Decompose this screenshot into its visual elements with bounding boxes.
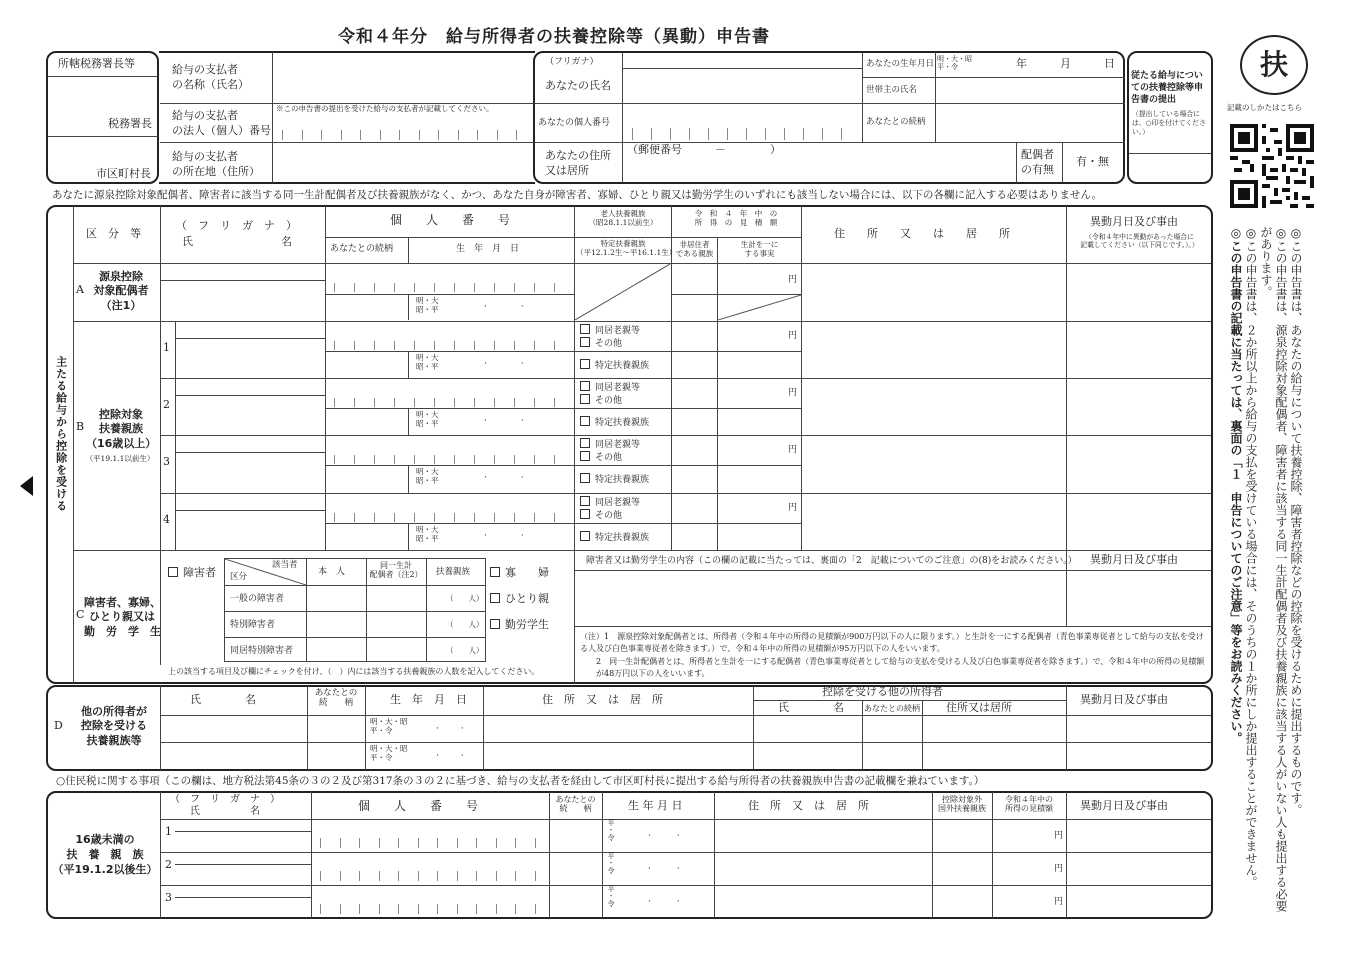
b-row-opt-cohabit[interactable]: 同居老親等 [580, 324, 640, 336]
resident-heading: ○住民税に関する事項（この欄は、地方税法第45条の３の２及び第317条の３の２に基づき、給与の支払者を経由して市区町村長に提出する給与所得者の扶養親族申告書の記載欄を兼ねています。） [56, 775, 985, 787]
b-row-name-input[interactable] [178, 398, 322, 431]
birth-ymd[interactable]: 年 月 日 [1016, 57, 1115, 70]
r-row-name-input[interactable] [178, 899, 308, 916]
r-row-name-input[interactable] [178, 866, 308, 883]
r-row-era[interactable]: 平 ・ 令 [607, 885, 615, 908]
d-change: 異動月日及び事由 [1080, 693, 1168, 706]
payer-name-input[interactable] [276, 56, 532, 100]
r-row-dots: ·· [648, 831, 706, 841]
b-row-number: 4 [163, 513, 170, 526]
side-note-4: ◎この申告書の記載に当たっては、裏面の「１ 申告についてのご注意」等をお読みください。 [1229, 226, 1243, 744]
b-row-opt-specific[interactable]: 特定扶養親族 [580, 531, 649, 543]
col-livelihood: 生計を一に する事実 [740, 240, 779, 258]
b-row-yen: 円 [788, 331, 798, 341]
b-row-era[interactable]: 明・大 昭・平 [416, 525, 439, 543]
r-row-name-input[interactable] [178, 833, 308, 850]
row-b-letter: B [76, 420, 85, 433]
qr-caption: 記載のしかたはこちら [1227, 103, 1302, 112]
row-b-note: （平19.1.1以前生） [85, 454, 155, 463]
c-change-label: 異動月日及び事由 [1090, 553, 1178, 566]
section-c-bottom-note: 上の該当する項目及び欄にチェックを付け、（ ）内には該当する扶養親族の人数を記入してください。 [168, 667, 540, 676]
r-row-number: 2 [165, 858, 172, 871]
row-a-label: 源泉控除 対象配偶者 （注1） [93, 270, 149, 312]
collapse-arrow-icon[interactable] [20, 476, 33, 496]
your-name-label: あなたの氏名 [545, 79, 611, 92]
furigana-label: （フリガナ） [545, 57, 599, 67]
col-furigana: （ フ リ ガ ナ ） [176, 219, 297, 232]
d-other-payer: 控除を受ける他の所得者 [822, 685, 943, 698]
d-row-1-input[interactable] [162, 717, 305, 740]
col-change-note: （令和４年中に異動があった場合に 記載してください（以下同じです。）。） [1080, 233, 1199, 249]
d-address: 住 所 又 は 居 所 [542, 693, 663, 706]
r-row-era[interactable]: 平 ・ 令 [607, 852, 615, 875]
disabled-check[interactable]: 障害者 [168, 567, 216, 580]
special-disabled: 特別障害者 [230, 620, 276, 630]
r-row-number: 1 [165, 825, 172, 838]
row-c-label: 障害者、寡婦、 ひとり親又は 勤 労 学 生 [84, 596, 161, 638]
row-a-birth-dots[interactable]: ·· [484, 302, 558, 312]
payer-address-label: 給与の支払者 の所在地（住所） [172, 150, 260, 179]
r-change: 異動月日及び事由 [1080, 799, 1168, 812]
persons-1[interactable]: （ 人） [446, 594, 484, 603]
side-note-1: ◎この申告書は、あなたの給与について扶養控除、障害者控除などの控除を受けるために提出するものです。 [1289, 226, 1303, 816]
b-row-name-input[interactable] [178, 455, 322, 489]
main-side-label: 主たる給与から控除を受ける [54, 356, 68, 512]
col-address: 住 所 又 は 居 所 [834, 227, 1010, 240]
tax-office: 税務署長 [108, 117, 152, 130]
r-row-dots: ·· [648, 897, 706, 907]
r-number: 個 人 番 号 [358, 799, 479, 813]
b-row-era[interactable]: 明・大 昭・平 [416, 467, 439, 485]
row-a-slash2 [718, 295, 801, 320]
b-row-name-input[interactable] [178, 513, 322, 546]
d-era-1[interactable]: 明・大・昭 平・令 [370, 717, 408, 735]
col-birth: 生 年 月 日 [456, 244, 520, 254]
notice-text: あなたに源泉控除対象配偶者、障害者に該当する同一生計配偶者及び扶養親族がなく、かつ、あなた自身が障害者、寡婦、ひとり親又は勤労学生のいずれにも該当しない場合には、以下の各欄に記入する必要はありません。 [52, 189, 1102, 201]
b-row-opt-other[interactable]: その他 [580, 394, 622, 406]
main-payer-mark[interactable] [1130, 156, 1210, 181]
side-notes [1228, 226, 1303, 916]
postal-code[interactable]: （郵便番号 － ） [627, 143, 781, 156]
row-a-letter: A [76, 283, 84, 296]
b-row-opt-cohabit[interactable]: 同居老親等 [580, 381, 640, 393]
form-type-badge: 扶 [1240, 35, 1308, 95]
b-row-opt-specific[interactable]: 特定扶養親族 [580, 416, 649, 428]
r-row-dots: ·· [648, 864, 706, 874]
r-birth: 生 年 月 日 [628, 799, 683, 812]
b-row-opt-other[interactable]: その他 [580, 509, 622, 521]
same-spouse-col: 同一生計 配偶者（注2） [369, 561, 423, 580]
r-name: 氏 名 [190, 806, 260, 817]
note-2: 2 同一生計配偶者とは、所得者と生計を一にする配偶者（青色事業専従者として給与の支払を受ける人及び白色事業専従者を除きます。）で、令和４年中の所得の見積額が48万円以下の人をいいます。 [596, 657, 1205, 679]
kubun-label: 区分 [230, 572, 248, 582]
payer-address-input[interactable] [276, 146, 532, 182]
payer-number-label: 給与の支払者 の法人（個人）番号 [172, 109, 271, 138]
payer-number-note: ※この申告書の提出を受けた給与の支払者が記載してください。 [276, 104, 494, 113]
office-label: 所轄税務署長等 [58, 57, 135, 70]
b-row-opt-other[interactable]: その他 [580, 337, 622, 349]
row-a-era[interactable]: 明・大 昭・平 [416, 296, 439, 314]
row-a-name-input[interactable] [162, 283, 322, 318]
b-row-address-input[interactable] [803, 437, 1064, 491]
r-row-era[interactable]: 平 ・ 令 [607, 819, 615, 842]
d-relation: あなたとの 続 柄 [314, 688, 358, 708]
your-name-input[interactable] [626, 70, 860, 100]
side-note-2: ◎この申告書は、源泉控除対象配偶者、障害者に該当する同一生計配偶者及び扶養親族に該当する人がいない人も提出する必要があります。 [1259, 226, 1288, 912]
row-c-letter: C [76, 608, 85, 621]
d-dots-1: ·· [436, 724, 486, 734]
persons-2[interactable]: （ 人） [446, 620, 484, 629]
r-row-address-input[interactable] [716, 854, 930, 883]
r-row-address-input[interactable] [716, 821, 930, 850]
era-choices[interactable]: 明・大・昭 平・令 [937, 55, 972, 72]
birth-label: あなたの生年月日 [866, 59, 935, 69]
d-row-2-input[interactable] [162, 744, 305, 768]
spouse-label: 配偶者 の有無 [1021, 148, 1054, 176]
r-relation: あなたとの 続 柄 [555, 795, 596, 814]
resident-label: 16歳未満の 扶 養 親 族 （平19.1.2以後生） [52, 833, 158, 876]
your-number-label: あなたの個人番号 [538, 118, 611, 128]
b-row-opt-cohabit[interactable]: 同居老親等 [580, 496, 640, 508]
col-elderly: 老人扶養親族 （昭28.1.1以前生） [588, 209, 658, 227]
b-row-address-input[interactable] [803, 323, 1064, 376]
household-head-input[interactable] [938, 80, 1122, 100]
relation-label: あなたとの続柄 [866, 117, 926, 127]
household-head-label: 世帯主の氏名 [866, 85, 918, 95]
col-specific: 特定扶養親族 （平12.1.2生～平16.1.1生） [576, 239, 677, 257]
d-name: 氏 名 [190, 693, 256, 706]
c-content-label: 障害者又は勤労学生の内容（この欄の記載に当たっては、裏面の「2 記載についてのご注意」の(8)をお読みください。） [586, 556, 1077, 566]
row-d-letter: D [54, 719, 63, 732]
b-row-number: 3 [163, 455, 170, 468]
d-other-address: 住所又は居所 [946, 701, 1012, 714]
b-row-era[interactable]: 明・大 昭・平 [416, 353, 439, 371]
r-row-yen: 円 [1054, 831, 1064, 841]
row-a-slash [575, 264, 670, 320]
b-row-birth-dots: ·· [484, 531, 558, 541]
relation-input[interactable] [938, 106, 1122, 140]
b-row-era[interactable]: 明・大 昭・平 [416, 410, 439, 428]
r-row-yen: 円 [1054, 864, 1064, 874]
col-nonresident: 非居住者 である親族 [675, 240, 714, 258]
b-row-birth-dots: ·· [484, 473, 558, 483]
r-row-address-input[interactable] [716, 887, 930, 916]
d-dots-2: ·· [436, 751, 486, 761]
row-a-yen: 円 [788, 275, 798, 285]
b-row-opt-specific[interactable]: 特定扶養親族 [580, 473, 649, 485]
r-row-number: 3 [165, 891, 172, 904]
page-title: 令和４年分 給与所得者の扶養控除等（異動）申告書 [338, 27, 770, 47]
b-row-address-input[interactable] [803, 380, 1064, 433]
c-content-input[interactable] [578, 573, 1064, 623]
col-change: 異動月日及び事由 [1090, 215, 1178, 228]
b-row-yen: 円 [788, 388, 798, 398]
b-row-opt-cohabit[interactable]: 同居老親等 [580, 438, 640, 450]
b-row-opt-specific[interactable]: 特定扶養親族 [580, 359, 649, 371]
r-address: 住 所 又 は 居 所 [748, 799, 869, 812]
col-relation: あなたとの続柄 [330, 244, 394, 254]
b-row-birth-dots: ·· [484, 416, 558, 426]
b-row-yen: 円 [788, 445, 798, 455]
your-address-input[interactable] [626, 158, 1016, 182]
payer-name-label: 給与の支払者 の名称（氏名） [172, 63, 249, 92]
r-row-yen: 円 [1054, 897, 1064, 907]
qr-code[interactable] [1230, 124, 1314, 208]
b-row-birth-dots: ·· [484, 359, 558, 369]
dependent-col: 扶養親族 [436, 567, 471, 577]
col-kubun: 区 分 等 [86, 227, 141, 240]
r-furigana: （ フ リ ガ ナ ） [170, 794, 280, 805]
b-row-address-input[interactable] [803, 495, 1064, 548]
b-row-number: 2 [163, 398, 170, 411]
d-other-relation: あなたとの続柄 [864, 704, 920, 713]
your-number-input[interactable] [626, 106, 860, 140]
persons-3[interactable]: （ 人） [446, 646, 484, 655]
d-era-2[interactable]: 明・大・昭 平・令 [370, 744, 408, 762]
b-row-name-input[interactable] [178, 341, 322, 374]
row-d-label: 他の所得者が 控除を受ける 扶養親族等 [81, 705, 147, 747]
b-row-opt-other[interactable]: その他 [580, 451, 622, 463]
row-b-label: 控除対象 扶養親族 （16歳以上） [86, 408, 157, 450]
d-other-name: 氏 名 [778, 701, 844, 714]
general-disabled: 一般の障害者 [230, 594, 285, 604]
main-payer-label: 従たる給与についての扶養控除等申告書の提出 [1131, 71, 1204, 106]
student-check[interactable]: 勤労学生 [490, 619, 549, 632]
city-office: 市区町村長 [96, 167, 151, 180]
payer-number-input[interactable] [276, 115, 532, 140]
widow-check[interactable]: 寡 婦 [490, 567, 549, 580]
b-row-number: 1 [163, 341, 170, 354]
d-birth: 生 年 月 日 [390, 693, 467, 706]
side-note-3: ◎この申告書は、２か所以上から給与の支払を受けている場合には、そのうちの１か所にしか提出することができません。 [1244, 226, 1258, 888]
b-row-yen: 円 [788, 503, 798, 513]
your-address-label: あなたの住所 又は居所 [545, 149, 611, 177]
main-payer-note: （提出している場合には、○印を付けてください。） [1132, 110, 1206, 136]
single-parent-check[interactable]: ひとり親 [490, 593, 549, 606]
spouse-choices[interactable]: 有・無 [1076, 155, 1109, 168]
col-number: 個 人 番 号 [390, 213, 511, 227]
col-income: 令 和 ４ 年 中 の 所 得 の 見 積 額 [694, 209, 778, 227]
note-1: （注）1 源泉控除対象配偶者とは、所得者（令和４年中の所得の見積額が900万円以下の人に限ります。）と生計を一にする配偶者（青色事業専従者として給与の支払を受ける人及び白色事業専従者を除きます。）で、令和４年中の所得の見積額が95万円以下の人をいいます。 [580, 632, 1204, 654]
cohabit-special-disabled: 同居特別障害者 [230, 646, 294, 656]
col-name: 氏 名 [182, 235, 292, 248]
r-income: 令和４年中の 所得の見積額 [1005, 795, 1053, 814]
row-a-address-input[interactable] [803, 266, 1064, 318]
r-foreign: 控除対象外 国外扶養親族 [938, 795, 986, 814]
self-col: 本 人 [318, 567, 346, 577]
applicable-label: 該当者 [272, 560, 298, 570]
